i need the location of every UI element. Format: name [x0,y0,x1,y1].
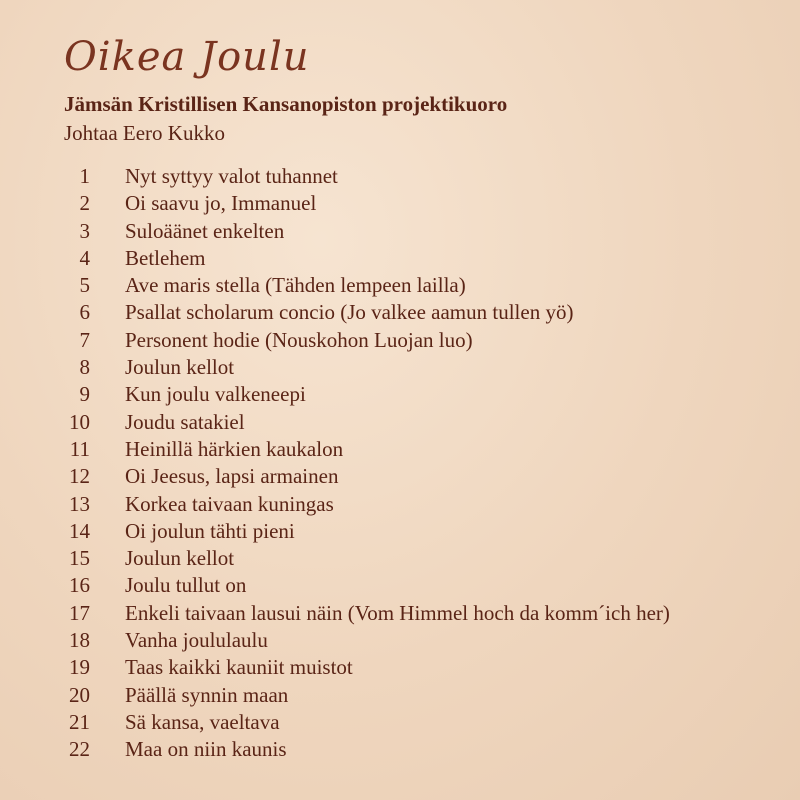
track-number: 10 [69,409,90,434]
track-title: Nyt syttyy valot tuhannet [125,164,338,188]
track-number: 15 [69,546,90,571]
track-number: 14 [69,518,90,543]
track-title: Joulun kellot [125,355,235,380]
track-number: 20 [69,682,90,707]
track-number: 17 [69,600,90,625]
track-title: Sä kansa, vaeltava [125,709,280,734]
track-number: 1 [79,164,90,188]
track-number: 21 [69,709,90,734]
track-number: 16 [69,573,90,598]
track-title: Korkea taivaan kuningas [125,491,334,516]
track-number: 8 [79,355,90,380]
track-title: Joudu satakiel [125,409,245,434]
track-title: Psallat scholarum concio (Jo valkee aamun tullen yö) [125,300,574,325]
track-title: Taas kaikki kauniit muistot [125,655,353,680]
track-number: 7 [79,327,90,352]
track-number: 11 [69,436,90,461]
track-title: Ave maris stella (Tähden lempeen lailla) [125,273,466,298]
choir-name: Jämsän Kristillisen Kansanopiston projektikuoro [64,92,508,116]
album-title: Oikea Joulu [64,34,310,80]
track-title: Joulun kellot [125,546,235,571]
track-number: 9 [79,382,90,407]
track-title: Päällä synnin maan [125,682,289,707]
track-number: 22 [69,737,90,762]
track-number: 2 [79,191,90,216]
track-number: 3 [79,218,90,243]
conductor-credit: Johtaa Eero Kukko [64,121,225,145]
track-number: 12 [69,464,90,489]
track-title: Oi Jeesus, lapsi armainen [125,464,339,489]
track-title: Personent hodie (Nouskohon Luojan luo) [125,327,473,352]
track-number: 5 [79,273,90,298]
track-title: Kun joulu valkeneepi [125,382,306,407]
track-title: Vanha joululaulu [125,628,268,653]
track-title: Heinillä härkien kaukalon [125,436,344,461]
track-number: 19 [69,655,90,680]
track-title: Joulu tullut on [125,573,247,598]
track-title: Suloäänet enkelten [125,218,285,243]
track-title: Enkeli taivaan lausui näin (Vom Himmel hoch da komm´ich her) [125,600,670,625]
track-number: 18 [69,628,90,653]
track-title: Maa on niin kaunis [125,737,287,762]
track-number: 6 [79,300,90,325]
track-title: Oi joulun tähti pieni [125,518,295,543]
track-title: Betlehem [125,245,206,270]
track-number: 4 [79,245,90,270]
track-title: Oi saavu jo, Immanuel [125,191,317,216]
track-number: 13 [69,491,90,516]
